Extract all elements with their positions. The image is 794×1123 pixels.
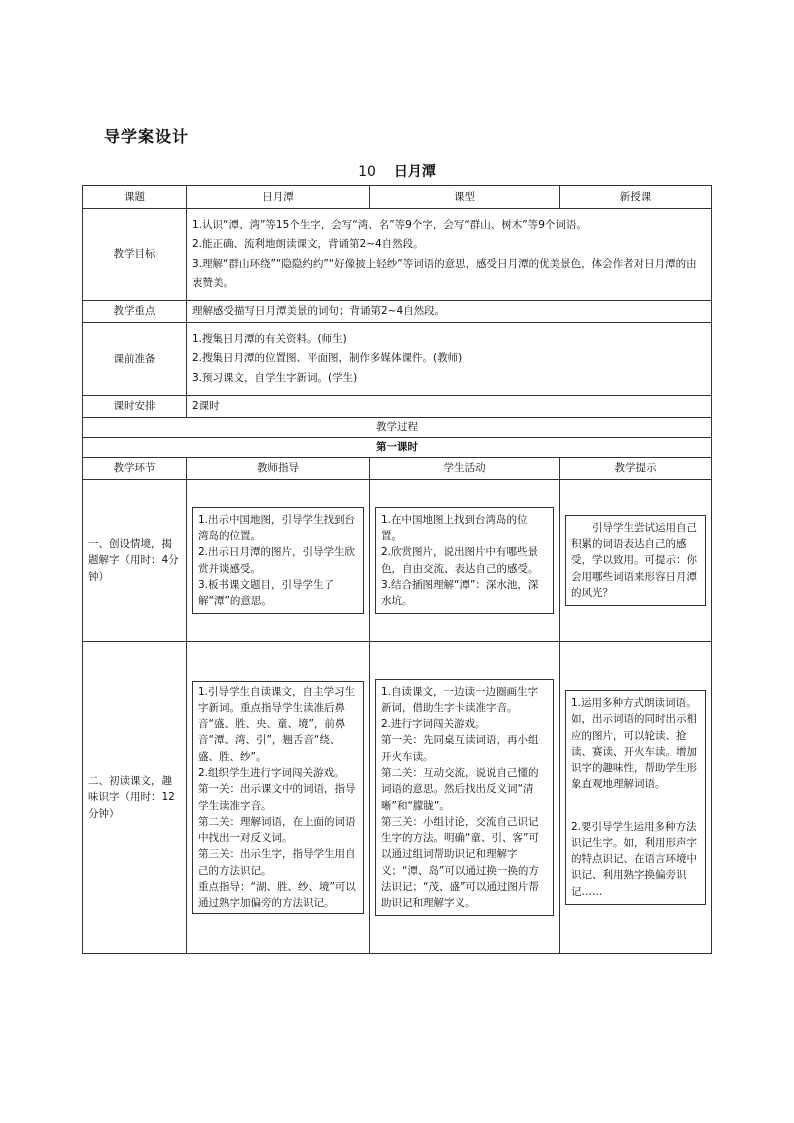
prep-item: 3.预习课文，自学生字新词。(学生): [192, 371, 358, 384]
process-header: 教学过程: [83, 418, 712, 438]
student-item: 1.在中国地图上找到台湾岛的位置。: [381, 513, 528, 542]
student-item: 3.结合插图理解“潭”：深水池，深水坑。: [381, 578, 539, 608]
step-teacher: [187, 480, 370, 642]
step-teacher: [187, 642, 370, 954]
step-student: [370, 642, 560, 954]
type-label: 课型: [370, 186, 560, 209]
step-stage: 一、创设情境，揭题解字（用时：4分钟）: [83, 480, 187, 642]
teacher-item: 重点指导：“湖、胜、纱、境”可以通过熟字加偏旁的方法识记。: [198, 880, 356, 910]
topic-value: 日月潭: [187, 186, 370, 209]
student-item: 第二关：互动交流，说说自己懂的词语的意思。然后找出反义词“清晰”和“朦胧”。: [381, 766, 539, 812]
lesson-title: [0, 161, 794, 181]
prep-label: 课前准备: [83, 323, 187, 396]
column-header-student: 学生活动: [370, 458, 560, 480]
goal-item: 1.认识“潭、湾”等15个生字，会写“湾、名”等9个字，会写“群山、树木”等9个词语。: [192, 218, 587, 231]
step-row: [83, 642, 712, 954]
goals-row: [83, 209, 712, 301]
period-header: 第一课时: [83, 438, 712, 458]
goals-cell: [187, 209, 712, 301]
teacher-item: 2.出示日月潭的图片，引导学生欣赏并谈感受。: [198, 546, 356, 575]
tip-item: 2.要引导学生运用多种方法识记生字。如，利用形声字的特点识记、在语言环境中识记、利用熟字换偏旁识记……: [571, 820, 697, 898]
teacher-item: 第二关：理解词语，在上面的词语中找出一对反义词。: [198, 815, 356, 845]
type-value: 新授课: [560, 186, 712, 209]
document-title: 导学案设计: [104, 127, 190, 146]
step-row: [83, 480, 712, 642]
teacher-item: 第三关：出示生字，指导学生用自己的方法识记。: [198, 848, 356, 877]
column-header-teacher: 教师指导: [187, 458, 370, 480]
student-item: 第三关：小组讨论，交流自己识记生字的方法。明确“童、引、客”可以通过组词帮助识记和理解字义；“潭、岛”可以通过换一换的方法识记；“茂、盛”可以通过图片帮助识记和理解字义。: [381, 815, 539, 910]
column-header-tips: 教学提示: [560, 458, 712, 480]
step-tips: [560, 480, 712, 642]
tip-item: 1.运用多种方式朗读词语。如，出示词语的同时出示相应的图片，可以轮读、抢读、赛读、开火车读。增加识字的趣味性，帮助学生形象直观地理解词语。: [571, 697, 697, 791]
prep-row: [83, 323, 712, 396]
prep-item: 2.搜集日月潭的位置图、平面图，制作多媒体课件。(教师): [192, 352, 463, 365]
goal-item: 3.理解“群山环绕”“隐隐约约”“好像披上轻纱”等词语的意思，感受日月潭的优美景色，体会作者对日月潭的由衷赞美。: [192, 257, 697, 289]
teacher-item: 第一关：出示课文中的词语，指导学生读准字音。: [198, 783, 356, 812]
teacher-item: 2.组织学生进行字词闯关游戏。: [198, 766, 345, 779]
goals-label: 教学目标: [83, 209, 187, 301]
lesson-name: 日月潭: [393, 164, 436, 180]
lesson-plan-table: [82, 185, 712, 954]
period-header-row: [83, 438, 712, 458]
prep-cell: [187, 323, 712, 396]
time-value: 2课时: [187, 396, 712, 418]
tip-item: 引导学生尝试运用自己积累的词语表达自己的感受，学以致用。可提示：你会用哪些词语来形容日月潭的风光？: [571, 521, 697, 599]
goal-item: 2.能正确、流利地朗读课文，背诵第2~4自然段。: [192, 238, 424, 251]
time-label: 课时安排: [83, 396, 187, 418]
student-item: 第一关：先同桌互读词语，再小组开火车读。: [381, 734, 539, 763]
column-header-stage: 教学环节: [83, 458, 187, 480]
teacher-item: 1.引导学生自读课文，自主学习生字新词。重点指导学生读准后鼻音“盛、胜、央、童、境”，前鼻音“潭、湾、引”，翘舌音“绕、盛、胜、纱”。: [198, 685, 356, 763]
time-row: [83, 396, 712, 418]
topic-label: 课题: [83, 186, 187, 209]
focus-label: 教学重点: [83, 301, 187, 323]
step-stage: 二、初读课文，趣味识字（用时：12分钟）: [83, 642, 187, 954]
focus-row: [83, 301, 712, 323]
lesson-number: 10: [358, 164, 376, 180]
student-item: 1.自读课文，一边读一边圈画生字新词，借助生字卡读准字音。: [381, 685, 539, 714]
process-header-row: [83, 418, 712, 438]
topic-row: [83, 186, 712, 209]
teacher-item: 3.板书课文题目，引导学生了解“潭”的意思。: [198, 578, 335, 608]
student-item: 2.欣赏图片，说出图片中有哪些景色，自由交流、表达自己的感受。: [381, 546, 539, 575]
teacher-item: 1.出示中国地图，引导学生找到台湾岛的位置。: [198, 513, 356, 542]
step-student: [370, 480, 560, 642]
step-tips: [560, 642, 712, 954]
student-item: 2.进行字词闯关游戏。: [381, 718, 486, 731]
focus-value: 理解感受描写日月潭美景的词句；背诵第2~4自然段。: [187, 301, 712, 323]
column-header-row: [83, 458, 712, 480]
prep-item: 1.搜集日月潭的有关资料。(师生): [192, 332, 347, 345]
